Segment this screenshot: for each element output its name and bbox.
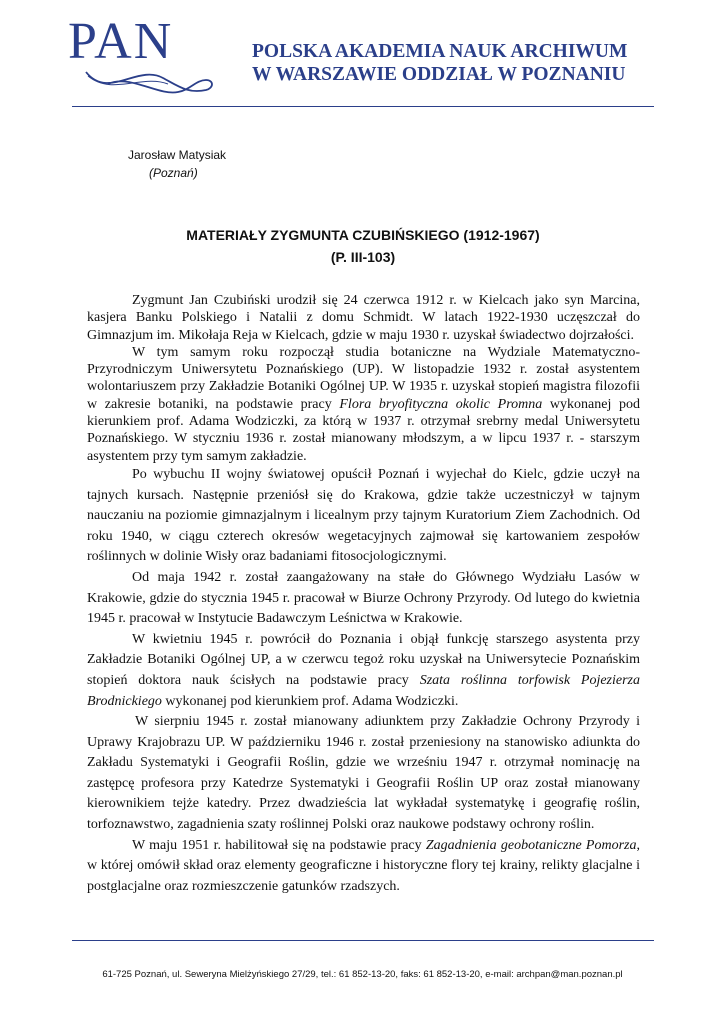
cited-work-title: Szata roślinna torfowisk Pojezierza Brodnickiego [87,672,641,709]
paragraph [87,465,640,568]
paragraph [87,836,640,898]
document-title: MATERIAŁY ZYGMUNTA CZUBIŃSKIEGO (1912-1967) [186,227,540,243]
paragraph-text: Od maja 1942 r. został zaangażowany na stałe do Głównego Wydziału Lasów w Krakowie, gdzie do stycznia 1945 r. pracował w Biurze Ochrony Przyrody. Od lutego do kwietnia 1945 r. pracował w Instytucie Badawczym Leśnictwa w Krakowie. [87,569,640,627]
paragraph [87,630,640,712]
paragraph [87,292,640,344]
footer-divider [72,940,654,941]
logo-text: PAN [68,13,174,70]
paragraph-text: wykonanej pod kierunkiem prof. Adama Wodziczki, za którą w 1937 r. otrzymał srebrny medal Uniwersytetu Poznańskiego. W styczniu 1936 r. został mianowany młodszym, a w lipcu 1937 r. - starszym asystentem przy tym samym zakładzie. [87,396,640,464]
paragraph-text: wykonanej pod kierunkiem prof. Adama Wodziczki. [161,693,459,709]
institution-line-2: W WARSZAWIE ODDZIAŁ W POZNANIU [252,64,626,85]
document-body [87,292,640,897]
paragraph-text: Zygmunt Jan Czubiński urodził się 24 czerwca 1912 r. w Kielcach jako syn Marcina, kasjera Banku Polskiego i Natalii z domu Schmidt. W latach 1922-1930 uczęszczał do Gimnazjum im. Mikołaja Reja w Kielcach, gdzie w maju 1930 r. uzyskał świadectwo dojrzałości. [87,293,640,343]
header-divider [72,106,654,107]
institution-name [252,40,652,86]
cited-work-title: Zagadnienia geobotaniczne Pomorza [425,837,637,853]
paragraph [87,568,640,630]
paragraph-text: W maju 1951 r. habilitował się na podstawie pracy [132,837,426,853]
paragraph-text: W sierpniu 1945 r. został mianowany adiunktem przy Zakładzie Ochrony Przyrody i Uprawy Krajobrazu UP. W październiku 1946 r. został przeniesiony na stanowisko adiunkta do Zakładu Systematyki i Geografii Roślin, gdzie we wrześniu 1947 r. otrzymał nominację na zastępcę profesora przy Katedrze Systematyki i Geografii Roślin UP oraz został mianowany kierownikiem tejże katedry. Przez dwadzieścia lat wykładał systematykę i geografię roślin, torfoznawstwo, zagadnienia szaty roślinnej Polski oraz naukowe podstawy ochrony roślin. [87,714,640,833]
paragraph [87,712,640,836]
author-name: Jarosław Matysiak [128,148,227,162]
paragraph-text: , w której omówił skład oraz elementy geograficzne i historyczne flory tej krainy, relikty glacjalne i postglacjalne oraz rozmieszczenie gatunków rzadszych. [87,837,640,894]
paragraph [87,344,640,465]
pan-logo [68,14,218,100]
cited-work-title: Flora bryofityczna okolic Promna [339,396,543,412]
paragraph-text: Po wybuchu II wojny światowej opuścił Poznań i wyjechał do Kielc, gdzie uczył na tajnych kursach. Następnie przeniósł się do Krakowa, gdzie także uczestniczył w tajnym nauczaniu na poziomie gimnazjalnym i licealnym przy tajnym Kuratorium Ziem Zachodnich. Od roku 1940, w ciągu czterech okresów wegetacyjnych zajmował się kartowaniem zespołów roślinnych w dolinie Wisły oraz badaniami fitosocjologicznymi. [87,466,640,565]
logo-swirl-icon [68,14,218,100]
author-affiliation: (Poznań) [149,166,198,180]
footer-address: 61-725 Poznań, ul. Seweryna Mielżyńskiego 27/29, tel.: 61 852-13-20, faks: 61 852-13-20, e-mail: archpan@man.poznan.pl [102,969,623,980]
paragraph-text: W tym samym roku rozpoczął studia botaniczne na Wydziale Matematyczno-Przyrodniczym Uniwersytetu Poznańskiego (UP). W listopadzie 1932 r. został asystentem wolontariuszem przy Zakładzie Botaniki Ogólnej UP. W 1935 r. uzyskał stopień magistra filozofii w zakresie botaniki, na podstawie pracy [87,344,640,412]
paragraph-text: W kwietniu 1945 r. powrócił do Poznania i objął funkcję starszego asystenta przy Zakładzie Botaniki Ogólnej UP, a w czerwcu tegoż roku uzyskał na Uniwersytecie Poznańskim stopień doktora nauk ścisłych na podstawie pracy [87,631,640,688]
document-signature: (P. III-103) [330,249,396,265]
institution-line-1: POLSKA AKADEMIA NAUK ARCHIWUM [252,41,628,62]
